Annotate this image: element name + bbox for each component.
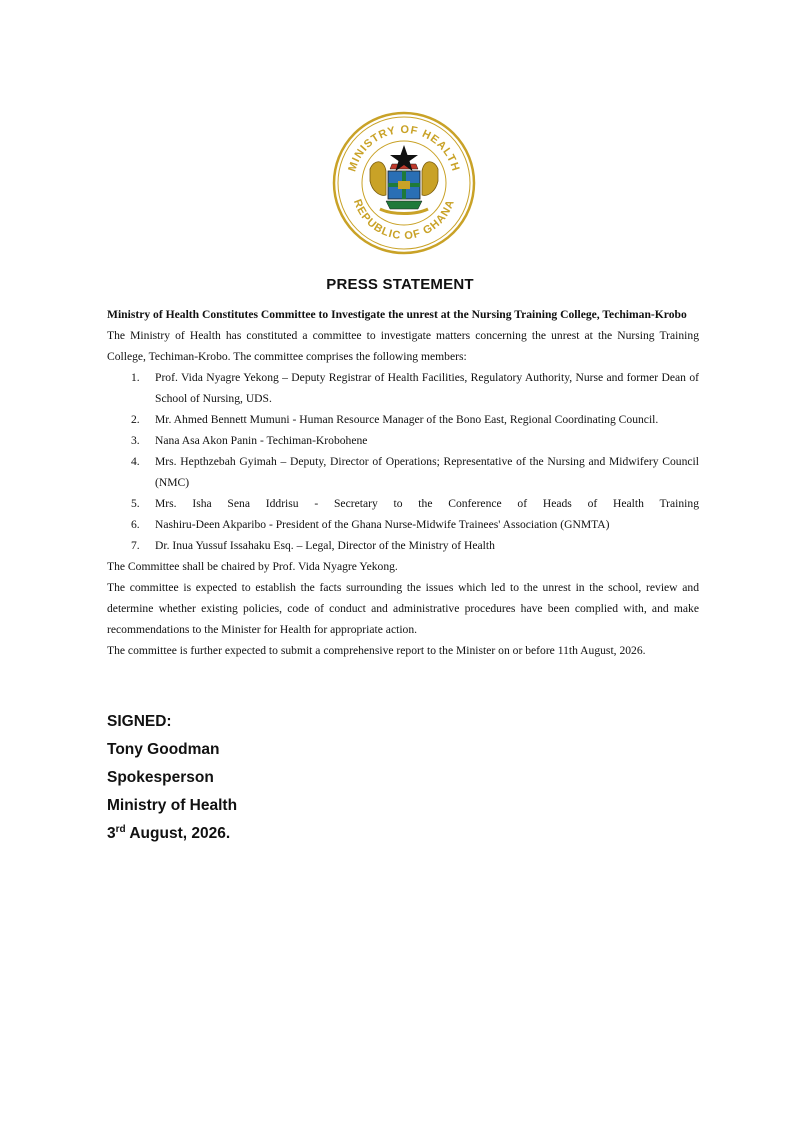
signature-block <box>107 708 237 848</box>
list-number: 6. <box>131 518 140 531</box>
list-number: 3. <box>131 434 140 447</box>
list-number: 5. <box>131 497 140 510</box>
signature-date <box>107 820 237 848</box>
list-number: 2. <box>131 413 140 426</box>
date-suffix: rd <box>115 823 126 835</box>
member-item <box>107 535 699 556</box>
ministry-seal-logo <box>332 111 476 255</box>
list-number: 7. <box>131 539 140 552</box>
intro-paragraph: The Ministry of Health has constituted a committee to investigate matters concerning the unrest at the Nursing Training College, Techiman-Krobo. The committee comprises the following members: <box>107 329 699 363</box>
signed-label: SIGNED: <box>107 713 172 730</box>
signatory-name: Tony Goodman <box>107 741 220 758</box>
member-item <box>107 409 699 430</box>
coat-of-arms-icon <box>370 145 438 214</box>
list-number: 4. <box>131 455 140 468</box>
member-text: Prof. Vida Nyagre Yekong – Deputy Registrar of Health Facilities, Regulatory Authority, Nurse and former Dean of School of Nursing, UDS. <box>155 371 699 405</box>
chair-paragraph: The Committee shall be chaired by Prof. Vida Nyagre Yekong. <box>107 560 398 573</box>
member-text: Dr. Inua Yussuf Issahaku Esq. – Legal, Director of the Ministry of Health <box>155 539 495 552</box>
member-text: Mrs. Isha Sena Iddrisu - Secretary to the Conference of Heads of Health Training <box>155 497 699 510</box>
member-item <box>107 430 699 451</box>
member-item <box>107 493 699 514</box>
date-day: 3 <box>107 825 116 842</box>
committee-members-list <box>107 367 699 556</box>
member-item <box>107 514 699 535</box>
signatory-organization: Ministry of Health <box>107 797 238 814</box>
mandate-paragraph: The committee is expected to establish the facts surrounding the issues which led to the unrest in the school, review and determine whether existing policies, code of conduct and administrative procedures have been complied with, and make recommendations to the Minister for Health for appropriate action. <box>107 581 699 636</box>
deadline-paragraph: The committee is further expected to submit a comprehensive report to the Minister on or before 11th August, 2026. <box>107 644 646 657</box>
member-item <box>107 367 699 409</box>
list-number: 1. <box>131 371 140 384</box>
date-rest: August, 2026. <box>125 825 231 842</box>
member-item <box>107 451 699 493</box>
member-text: Nana Asa Akon Panin - Techiman-Krobohene <box>155 434 368 447</box>
page-title: PRESS STATEMENT <box>326 276 474 293</box>
seal-top-text: MINISTRY OF HEALTH <box>346 123 462 174</box>
member-text: Nashiru-Deen Akparibo - President of the Ghana Nurse-Midwife Trainees' Association (GNMTA) <box>155 518 610 531</box>
member-text: Mrs. Hepthzebah Gyimah – Deputy, Director of Operations; Representative of the Nursing and Midwifery Council (NMC) <box>155 455 699 489</box>
seal-bottom-text: REPUBLIC OF GHANA <box>350 197 458 243</box>
signatory-role: Spokesperson <box>107 769 214 786</box>
statement-headline: Ministry of Health Constitutes Committee to Investigate the unrest at the Nursing Training College, Techiman-Krobo <box>107 308 687 321</box>
statement-body <box>107 304 699 661</box>
member-text: Mr. Ahmed Bennett Mumuni - Human Resource Manager of the Bono East, Regional Coordinating Council. <box>155 413 659 426</box>
